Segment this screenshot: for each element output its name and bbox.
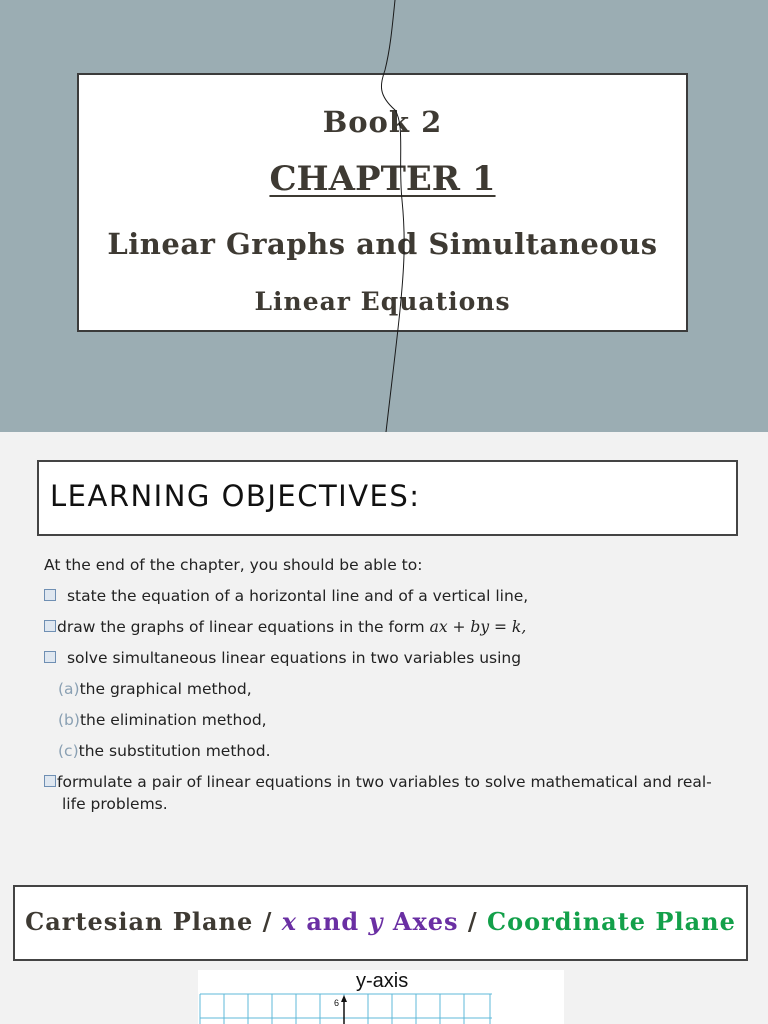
- cartesian-heading-box: [13, 885, 748, 961]
- sub-objective-item: (c)the substitution method.: [58, 742, 271, 760]
- objective-item-continued: life problems.: [62, 795, 168, 813]
- checkbox-bullet-icon: [44, 620, 56, 632]
- checkbox-bullet-icon: [44, 589, 56, 601]
- objectives-slide: [0, 432, 768, 862]
- page-crack-line: [0, 0, 768, 432]
- chapter-title-line1: Linear Graphs and Simultaneous: [107, 227, 658, 261]
- objective-item: state the equation of a horizontal line and of a vertical line,: [44, 587, 528, 605]
- equation-form: ax + by = k,: [429, 618, 527, 636]
- objectives-heading-box: [37, 460, 738, 536]
- coordinate-grid: [198, 970, 564, 1024]
- cartesian-slide: [0, 862, 768, 1024]
- chapter-heading: CHAPTER 1: [269, 159, 496, 199]
- y-axis-arrow-icon: [341, 995, 347, 1002]
- objectives-intro: At the end of the chapter, you should be able to:: [44, 556, 423, 574]
- chapter-title-line2: Linear Equations: [254, 287, 511, 316]
- checkbox-bullet-icon: [44, 651, 56, 663]
- objective-item: formulate a pair of linear equations in two variables to solve mathematical and real-: [44, 773, 712, 791]
- cartesian-heading: Cartesian Plane / x and y Axes / Coordinate Plane: [25, 907, 736, 936]
- y-tick-6: 6: [334, 998, 340, 1008]
- objectives-heading: LEARNING OBJECTIVES:: [50, 479, 421, 513]
- y-axis-label: y-axis: [356, 970, 409, 992]
- title-slide: [0, 0, 768, 432]
- book-label: Book 2: [322, 105, 443, 139]
- sub-objective-item: (b)the elimination method,: [58, 711, 267, 729]
- objective-item: solve simultaneous linear equations in two variables using: [44, 649, 521, 667]
- sub-objective-item: (a)the graphical method,: [58, 680, 252, 698]
- objective-item: draw the graphs of linear equations in the form ax + by = k,: [44, 618, 526, 636]
- grid-svg: [198, 970, 564, 1024]
- checkbox-bullet-icon: [44, 775, 56, 787]
